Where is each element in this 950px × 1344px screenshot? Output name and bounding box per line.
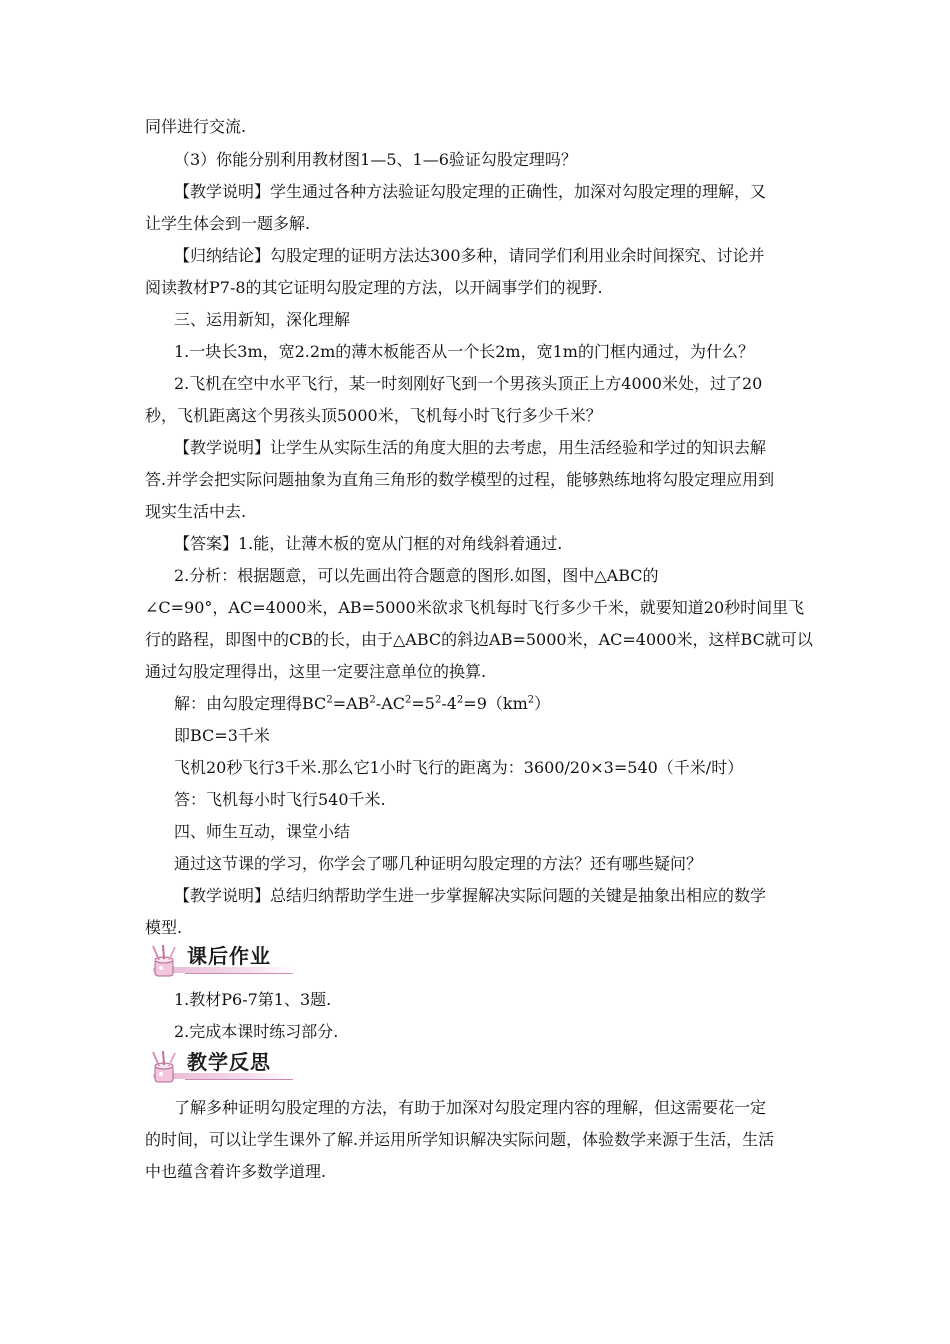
text-line: 行的路程，即图中的CB的长，由于△ABC的斜边AB=5000米，AC=4000米，这样BC就可以 (145, 630, 813, 649)
formula-part: =AB (332, 694, 370, 713)
text-line: 的时间，可以让学生课外了解.并运用所学知识解决实际问题，体验数学来源于生活，生活 (145, 1130, 775, 1149)
text-line: （3）你能分别利用教材图1—5、1—6验证勾股定理吗？ (174, 150, 577, 169)
text-line: 中也蕴含着许多数学道理. (145, 1162, 327, 1181)
formula-part: -4 (441, 694, 457, 713)
text-line: 让学生体会到一题多解. (145, 214, 311, 233)
text-line: 了解多种证明勾股定理的方法，有助于加深对勾股定理内容的理解，但这需要花一定 (174, 1098, 767, 1117)
text-line: 2.分析：根据题意，可以先画出符合题意的图形.如图，图中△ABC的 (174, 566, 659, 585)
superscript: 2 (456, 694, 464, 706)
pencil-cup-icon (147, 944, 183, 978)
banner-underline (185, 1079, 293, 1080)
text-line: 同伴进行交流. (145, 117, 247, 136)
formula-part: -AC (375, 694, 405, 713)
formula-line (0, 694, 950, 714)
formula-part: =9（km (463, 694, 528, 713)
text-line: 【答案】1.能，让薄木板的宽从门框的对角线斜着通过. (174, 534, 563, 553)
superscript: 2 (527, 694, 535, 706)
superscript: 2 (434, 694, 442, 706)
text-line: 【教学说明】总结归纳帮助学生进一步掌握解决实际问题的关键是抽象出相应的数学 (174, 886, 767, 905)
formula-part: ） (534, 694, 551, 713)
formula-part: 解：由勾股定理得BC (174, 694, 327, 713)
section-heading: 四、师生互动，课堂小结 (174, 822, 351, 841)
superscript: 2 (404, 694, 412, 706)
text-line: ∠C=90°，AC=4000米，AB=5000米欲求飞机每时飞行多少千米，就要知道20秒时间里飞 (145, 598, 805, 617)
text-line: 通过勾股定理得出，这里一定要注意单位的换算. (145, 662, 487, 681)
superscript: 2 (326, 694, 333, 706)
text-line: 飞机20秒飞行3千米.那么它1小时飞行的距离为：3600/20×3=540（千米/时） (174, 758, 744, 777)
homework-banner (145, 940, 295, 980)
text-line: 1.一块长3m，宽2.2m的薄木板能否从一个长2m，宽1m的门框内通过，为什么？ (174, 342, 754, 361)
text-line: 【教学说明】让学生从实际生活的角度大胆的去考虑，用生活经验和学过的知识去解 (174, 438, 767, 457)
text-line: 1.教材P6-7第1、3题. (174, 990, 332, 1009)
text-line: 模型. (145, 918, 183, 937)
banner-title: 课后作业 (187, 944, 271, 968)
banner-underline (185, 973, 293, 974)
text-line: 答：飞机每小时飞行540千米. (174, 790, 386, 809)
text-line: 阅读教材P7-8的其它证明勾股定理的方法，以开阔事学们的视野. (145, 278, 603, 297)
superscript: 2 (369, 694, 376, 706)
text-line: 2.完成本课时练习部分. (174, 1022, 339, 1041)
text-line: 即BC=3千米 (174, 726, 270, 745)
text-line: 通过这节课的学习，你学会了哪几种证明勾股定理的方法？还有哪些疑问？ (174, 854, 703, 873)
reflection-banner (145, 1046, 295, 1086)
text-line: 秒，飞机距离这个男孩头顶5000米，飞机每小时飞行多少千米？ (145, 406, 602, 425)
text-line: 现实生活中去. (145, 502, 247, 521)
text-line: 答.并学会把实际问题抽象为直角三角形的数学模型的过程，能够熟练地将勾股定理应用到 (145, 470, 775, 489)
pencil-cup-icon (147, 1050, 183, 1084)
text-line: 2.飞机在空中水平飞行，某一时刻刚好飞到一个男孩头顶正上方4000米处，过了20 (174, 374, 763, 393)
text-line: 【教学说明】学生通过各种方法验证勾股定理的正确性，加深对勾股定理的理解，又 (174, 182, 767, 201)
formula-part: =5 (411, 694, 435, 713)
banner-title: 教学反思 (187, 1050, 271, 1074)
section-heading: 三、运用新知，深化理解 (174, 310, 351, 329)
text-line: 【归纳结论】勾股定理的证明方法达300多种，请同学们利用业余时间探究、讨论并 (174, 246, 765, 265)
